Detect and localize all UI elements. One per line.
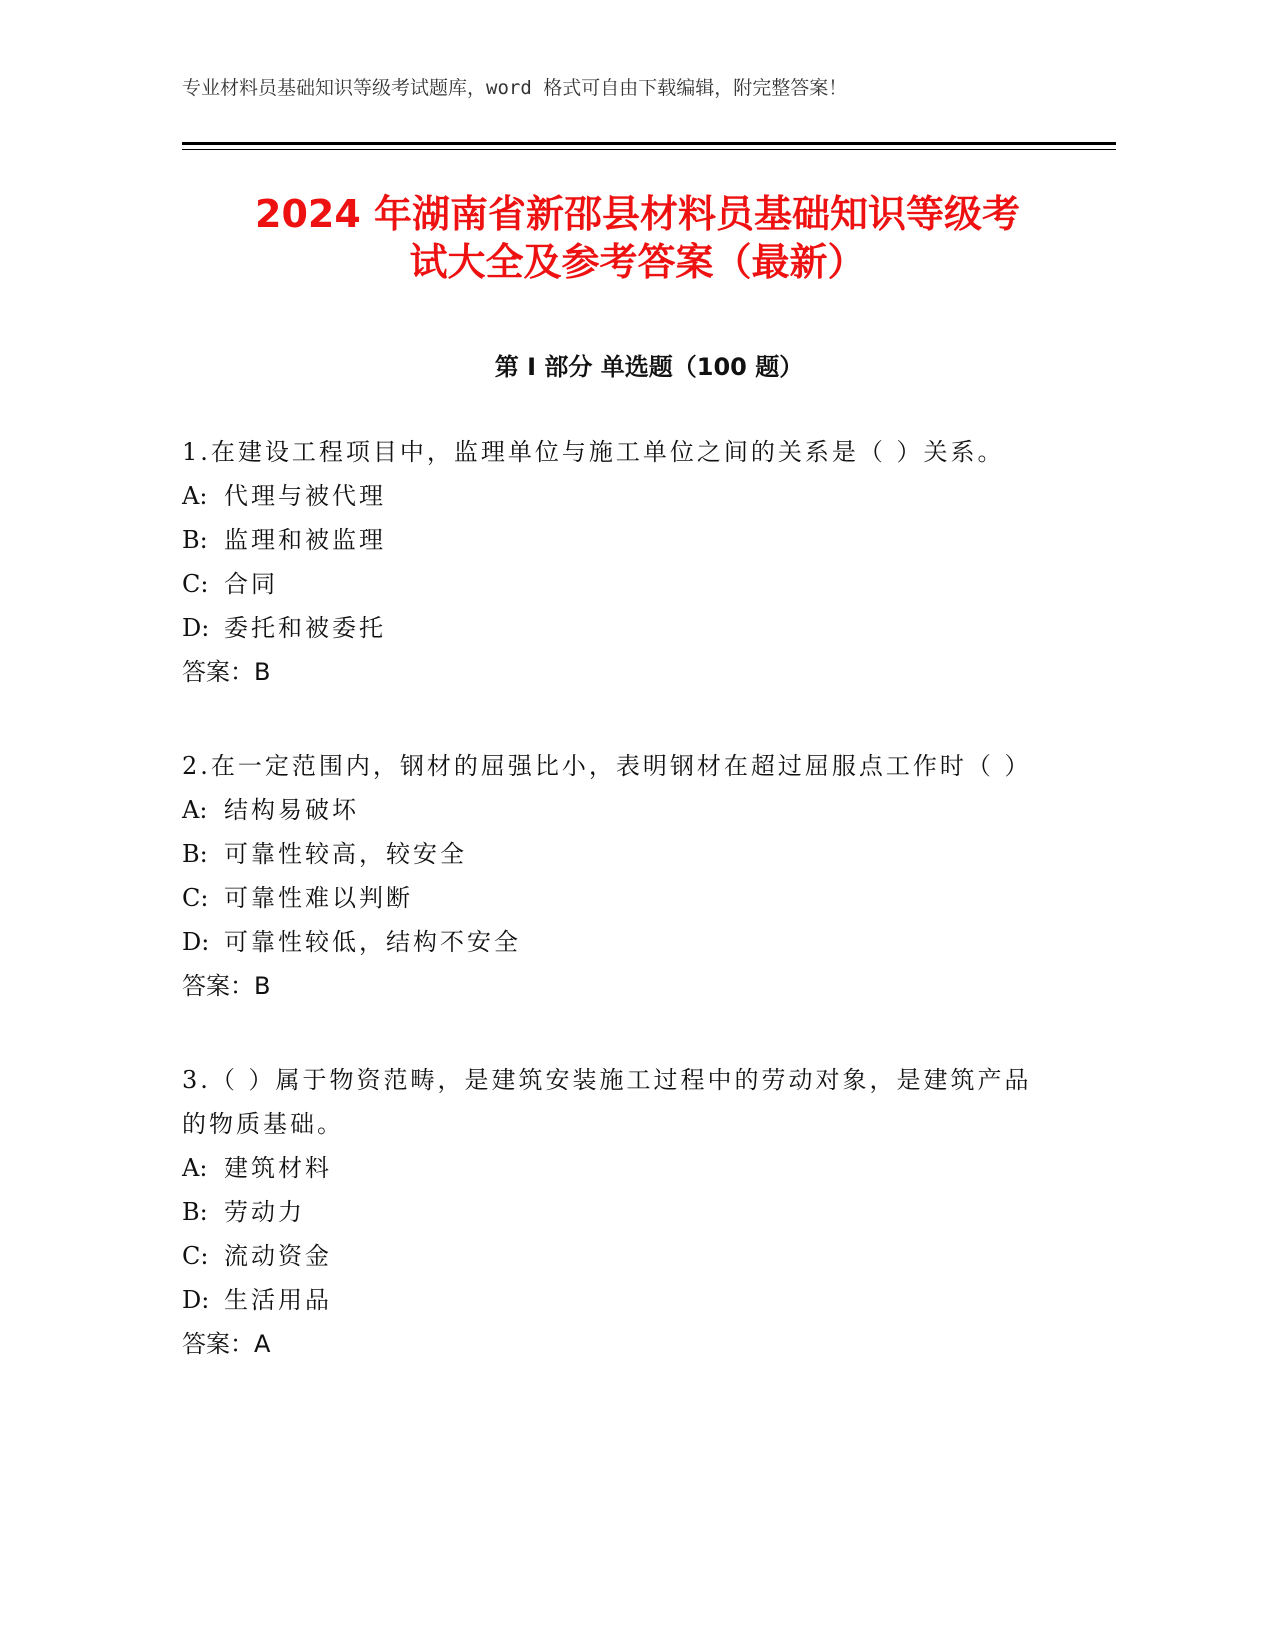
question-stem: 2.在一定范围内，钢材的屈强比小，表明钢材在超过屈服点工作时（ ）	[182, 752, 1032, 780]
option-c	[182, 562, 1042, 606]
option-b	[182, 832, 1042, 876]
option-text: 监理和被监理	[224, 526, 386, 554]
option-d	[182, 920, 1042, 964]
option-c	[182, 876, 1042, 920]
answer-line: 答案：A	[182, 1330, 271, 1358]
option-key: A:	[182, 482, 208, 510]
option-c	[182, 1234, 1042, 1278]
section-heading: 第 I 部分 单选题（100 题）	[494, 353, 804, 381]
document-title	[150, 190, 1125, 286]
option-text: 劳动力	[224, 1198, 305, 1226]
option-key: D:	[182, 614, 210, 642]
option-key: B:	[182, 526, 208, 554]
option-text: 建筑材料	[224, 1154, 332, 1182]
question-3	[182, 1058, 1042, 1366]
question-2	[182, 744, 1042, 1008]
question-1	[182, 430, 1042, 694]
option-key: D:	[182, 1286, 210, 1314]
option-d	[182, 606, 1042, 650]
header-note: 专业材料员基础知识等级考试题库，word 格式可自由下载编辑，附完整答案！	[182, 77, 848, 99]
option-text: 委托和被委托	[224, 614, 386, 642]
option-text: 结构易破坏	[224, 796, 359, 824]
option-key: C:	[182, 570, 209, 598]
option-text: 流动资金	[224, 1242, 332, 1270]
document-title-line-1: 2024 年湖南省新邵县材料员基础知识等级考	[255, 192, 1020, 236]
option-a	[182, 474, 1042, 518]
option-text: 生活用品	[224, 1286, 332, 1314]
option-key: A:	[182, 1154, 208, 1182]
option-a	[182, 1146, 1042, 1190]
answer-line: 答案：B	[182, 658, 271, 686]
document-title-line-2: 试大全及参考答案（最新）	[409, 240, 866, 284]
option-key: D:	[182, 928, 210, 956]
option-text: 可靠性较低，结构不安全	[224, 928, 521, 956]
question-stem: 1.在建设工程项目中，监理单位与施工单位之间的关系是（ ）关系。	[182, 438, 1005, 466]
question-stem: 3.（ ）属于物资范畴，是建筑安装施工过程中的劳动对象，是建筑产品的物质基础。	[182, 1066, 1032, 1138]
header-rule-thick	[182, 142, 1116, 145]
option-d	[182, 1278, 1042, 1322]
option-key: C:	[182, 884, 209, 912]
option-key: C:	[182, 1242, 209, 1270]
option-text: 代理与被代理	[224, 482, 386, 510]
option-b	[182, 518, 1042, 562]
option-key: B:	[182, 840, 208, 868]
question-list	[182, 430, 1042, 1416]
option-a	[182, 788, 1042, 832]
option-text: 合同	[224, 570, 278, 598]
option-key: A:	[182, 796, 208, 824]
answer-line: 答案：B	[182, 972, 271, 1000]
option-b	[182, 1190, 1042, 1234]
header-rule-thin	[182, 149, 1116, 150]
option-key: B:	[182, 1198, 208, 1226]
option-text: 可靠性较高，较安全	[224, 840, 467, 868]
option-text: 可靠性难以判断	[224, 884, 413, 912]
